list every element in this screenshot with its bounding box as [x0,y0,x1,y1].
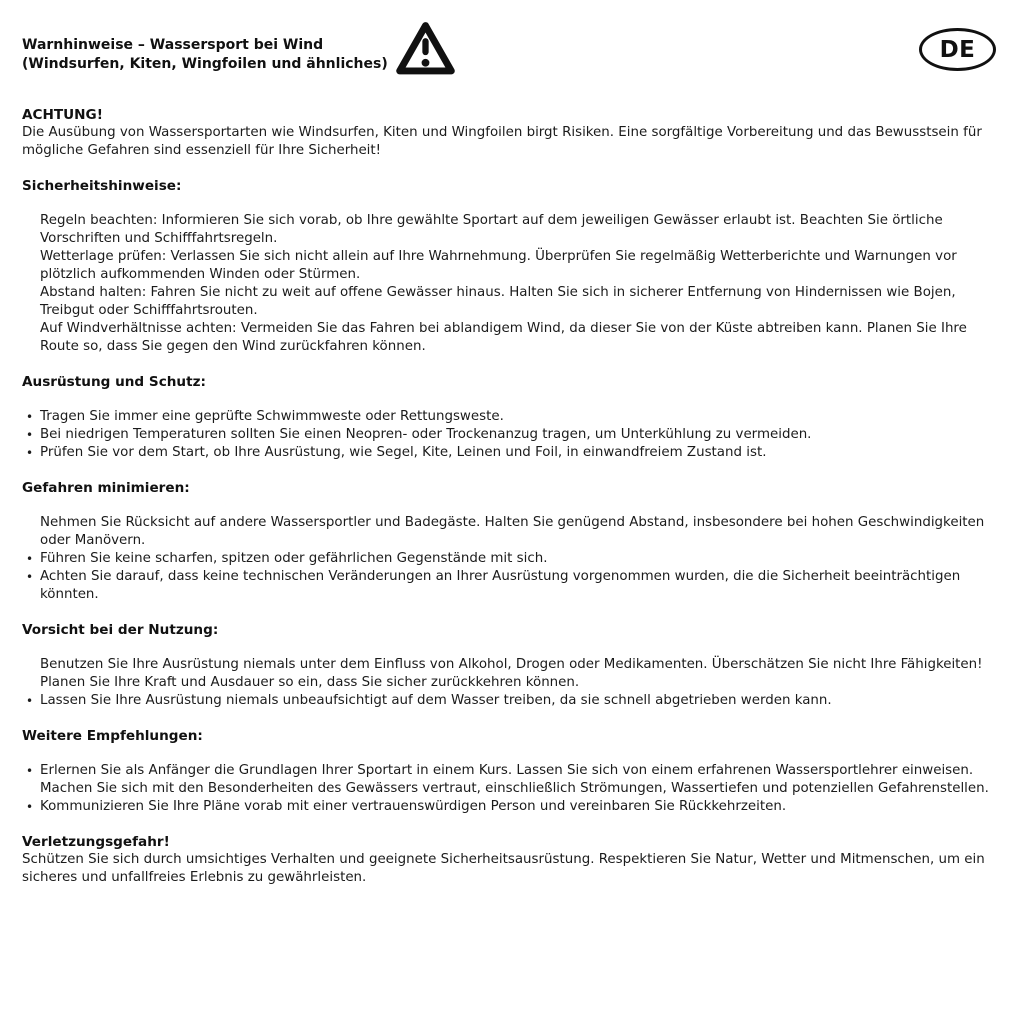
bullet-marker: • [26,446,34,460]
section-ausruestung-und-schutz [22,373,996,462]
section-heading: Weitere Empfehlungen: [22,728,203,744]
list-item [22,798,996,816]
bullet-marker: • [26,694,34,708]
section-heading: Gefahren minimieren: [22,480,190,496]
paragraph: Nehmen Sie Rücksicht auf andere Wassersportler und Badegäste. Halten Sie genügend Abstand, insbesondere bei hohen Geschwindigkeiten oder Manövern. [40,515,985,548]
warning-triangle-icon [394,19,457,86]
paragraph: Abstand halten: Fahren Sie nicht zu weit auf offene Gewässer hinaus. Halten Sie sich in sicherer Entfernung von Hindernissen wie Bojen, Treibgut oder Schifffahrtsrouten. [40,285,956,318]
section-heading: ACHTUNG! [22,107,103,123]
section-sicherheitshinweise [22,177,996,356]
list-item-text-part-1: Erlernen Sie als Anfänger die Grundlagen Ihrer Sportart in einem Kurs. Lassen Sie sich von einem erfahrenen Wassersportlehrer einweisen. [40,763,974,778]
list-item-text: Tragen Sie immer eine geprüfte Schwimmweste oder Rettungsweste. [40,409,504,424]
list-item [22,568,996,604]
bullet-marker: • [26,800,34,814]
list-item-text: Prüfen Sie vor dem Start, ob Ihre Ausrüstung, wie Segel, Kite, Leinen und Foil, in einwandfreiem Zustand ist. [40,445,767,460]
section-heading: Ausrüstung und Schutz: [22,374,206,390]
section-verletzungsgefahr [22,833,996,887]
section-vorsicht-bei-der-nutzung [22,621,996,710]
list-item-text: Lassen Sie Ihre Ausrüstung niemals unbeaufsichtigt auf dem Wasser treiben, da sie schnell abgetrieben werden kann. [40,693,832,708]
list-item [22,692,996,710]
section-heading: Sicherheitshinweise: [22,178,182,194]
list-item [22,426,996,444]
language-badge [919,28,996,71]
section-achtung [22,106,996,160]
bullet-marker: • [26,428,34,442]
section-heading: Vorsicht bei der Nutzung: [22,622,219,638]
paragraph: Benutzen Sie Ihre Ausrüstung niemals unter dem Einfluss von Alkohol, Drogen oder Medikamenten. Überschätzen Sie nicht Ihre Fähigkeiten! Planen Sie Ihre Kraft und Ausdauer so ein, dass Sie sicher zurückkehren können. [40,657,983,690]
list-item-text: Bei niedrigen Temperaturen sollten Sie einen Neopren- oder Trockenanzug tragen, um Unterkühlung zu vermeiden. [40,427,812,442]
list-item [22,408,996,426]
page-title [22,36,388,74]
paragraph: Regeln beachten: Informieren Sie sich vorab, ob Ihre gewählte Sportart auf dem jeweiligen Gewässer erlaubt ist. Beachten Sie örtliche Vorschriften und Schifffahrtsregeln. [40,213,943,246]
section-gefahren-minimieren [22,479,996,604]
list-item-text: Führen Sie keine scharfen, spitzen oder gefährlichen Gegenstände mit sich. [40,551,548,566]
title-line-1: Warnhinweise – Wassersport bei Wind [22,37,324,53]
list-item-text: Kommunizieren Sie Ihre Pläne vorab mit einer vertrauenswürdigen Person und vereinbaren Sie Rückkehrzeiten. [40,799,787,814]
title-line-2: (Windsurfen, Kiten, Wingfoilen und ähnliches) [22,56,388,72]
bullet-marker: • [26,764,34,778]
paragraph: Die Ausübung von Wassersportarten wie Windsurfen, Kiten und Wingfoilen birgt Risiken. Eine sorgfältige Vorbereitung und das Bewusstsein für mögliche Gefahren sind essenziell für Ihre Sicherheit! [22,125,982,158]
section-heading: Verletzungsgefahr! [22,834,170,850]
section-weitere-empfehlungen [22,727,996,816]
list-item-text: Achten Sie darauf, dass keine technischen Veränderungen an Ihrer Ausrüstung vorgenommen wurden, die die Sicherheit beeinträchtigen könnten. [40,569,961,602]
bullet-marker: • [26,570,34,584]
paragraph: Wetterlage prüfen: Verlassen Sie sich nicht allein auf Ihre Wahrnehmung. Überprüfen Sie regelmäßig Wetterberichte und Warnungen vor plötzlich aufkommenden Winden oder Stürmen. [40,249,957,282]
language-badge-label: DE [939,36,976,63]
list-item [22,762,996,798]
paragraph: Schützen Sie sich durch umsichtiges Verhalten und geeignete Sicherheitsausrüstung. Respektieren Sie Natur, Wetter und Mitmenschen, um ein sicheres und unfallfreies Erlebnis zu gewährleisten. [22,852,985,885]
document-header [22,36,996,86]
list-item [22,550,996,568]
list-item [22,444,996,462]
bullet-marker: • [26,552,34,566]
bullet-marker: • [26,410,34,424]
paragraph: Auf Windverhältnisse achten: Vermeiden Sie das Fahren bei ablandigem Wind, da dieser Sie von der Küste abtreiben kann. Planen Sie Ihre Route so, dass Sie gegen den Wind zurückfahren können. [40,321,967,354]
list-item-text [40,762,996,798]
list-item-text-part-2: Machen Sie sich mit den Besonderheiten des Gewässers vertraut, einschließlich Strömungen, Wassertiefen und potenziellen Gefahrenstellen. [40,781,989,796]
